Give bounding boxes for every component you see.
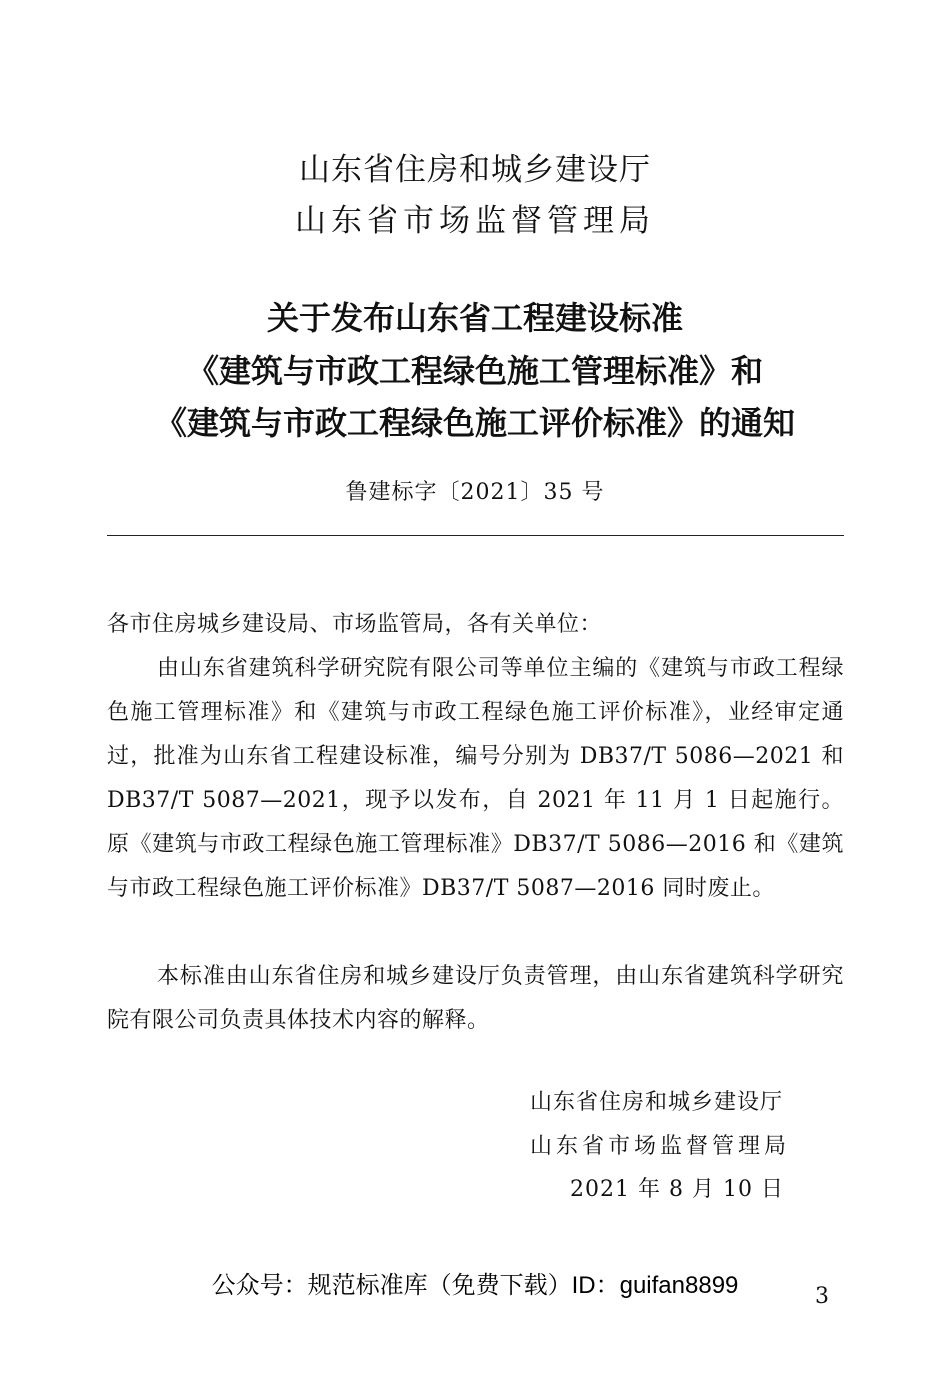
document-title-line-1: 关于发布山东省工程建设标准	[266, 299, 683, 337]
body-paragraph-2: 本标准由山东省住房和城乡建设厅负责管理，由山东省建筑科学研究院有限公司负责具体技术内容的解释。	[107, 964, 844, 1033]
signature-issuer-market: 山东省市场监督管理局	[530, 1134, 791, 1159]
document-title-line-3: 《建筑与市政工程绿色施工评价标准》的通知	[154, 404, 795, 442]
document-number: 鲁建标字〔2021〕35 号	[345, 480, 605, 505]
header-divider	[107, 535, 844, 536]
page-number: 3	[815, 1284, 829, 1309]
signature-date: 2021 年 8 月 10 日	[570, 1177, 784, 1202]
document-title-line-2: 《建筑与市政工程绿色施工管理标准》和	[186, 352, 763, 390]
salutation: 各市住房城乡建设局、市场监管局，各有关单位：	[107, 612, 603, 637]
issuer-name-housing: 山东省住房和城乡建设厅	[299, 152, 651, 188]
signature-issuer-housing: 山东省住房和城乡建设厅	[530, 1090, 784, 1115]
body-paragraph-1: 由山东省建筑科学研究院有限公司等单位主编的《建筑与市政工程绿色施工管理标准》和《建筑与市政工程绿色施工评价标准》，业经审定通过，批准为山东省工程建设标准，编号分别为 DB37/T 5086—2021 和 DB37/T 5087—2021，现予以发布，自 2021 年 11 月 1 日起施行。原《建筑与市政工程绿色施工管理标准》DB37/T 5086—2016 和《建筑与市政工程绿色施工评价标准》DB37/T 5087—2016 同时废止。	[107, 656, 844, 901]
footer-watermark: 公众号：规范标准库（免费下载）ID：guifan8899	[211, 1272, 739, 1299]
issuer-name-market: 山东省市场监督管理局	[295, 203, 655, 239]
